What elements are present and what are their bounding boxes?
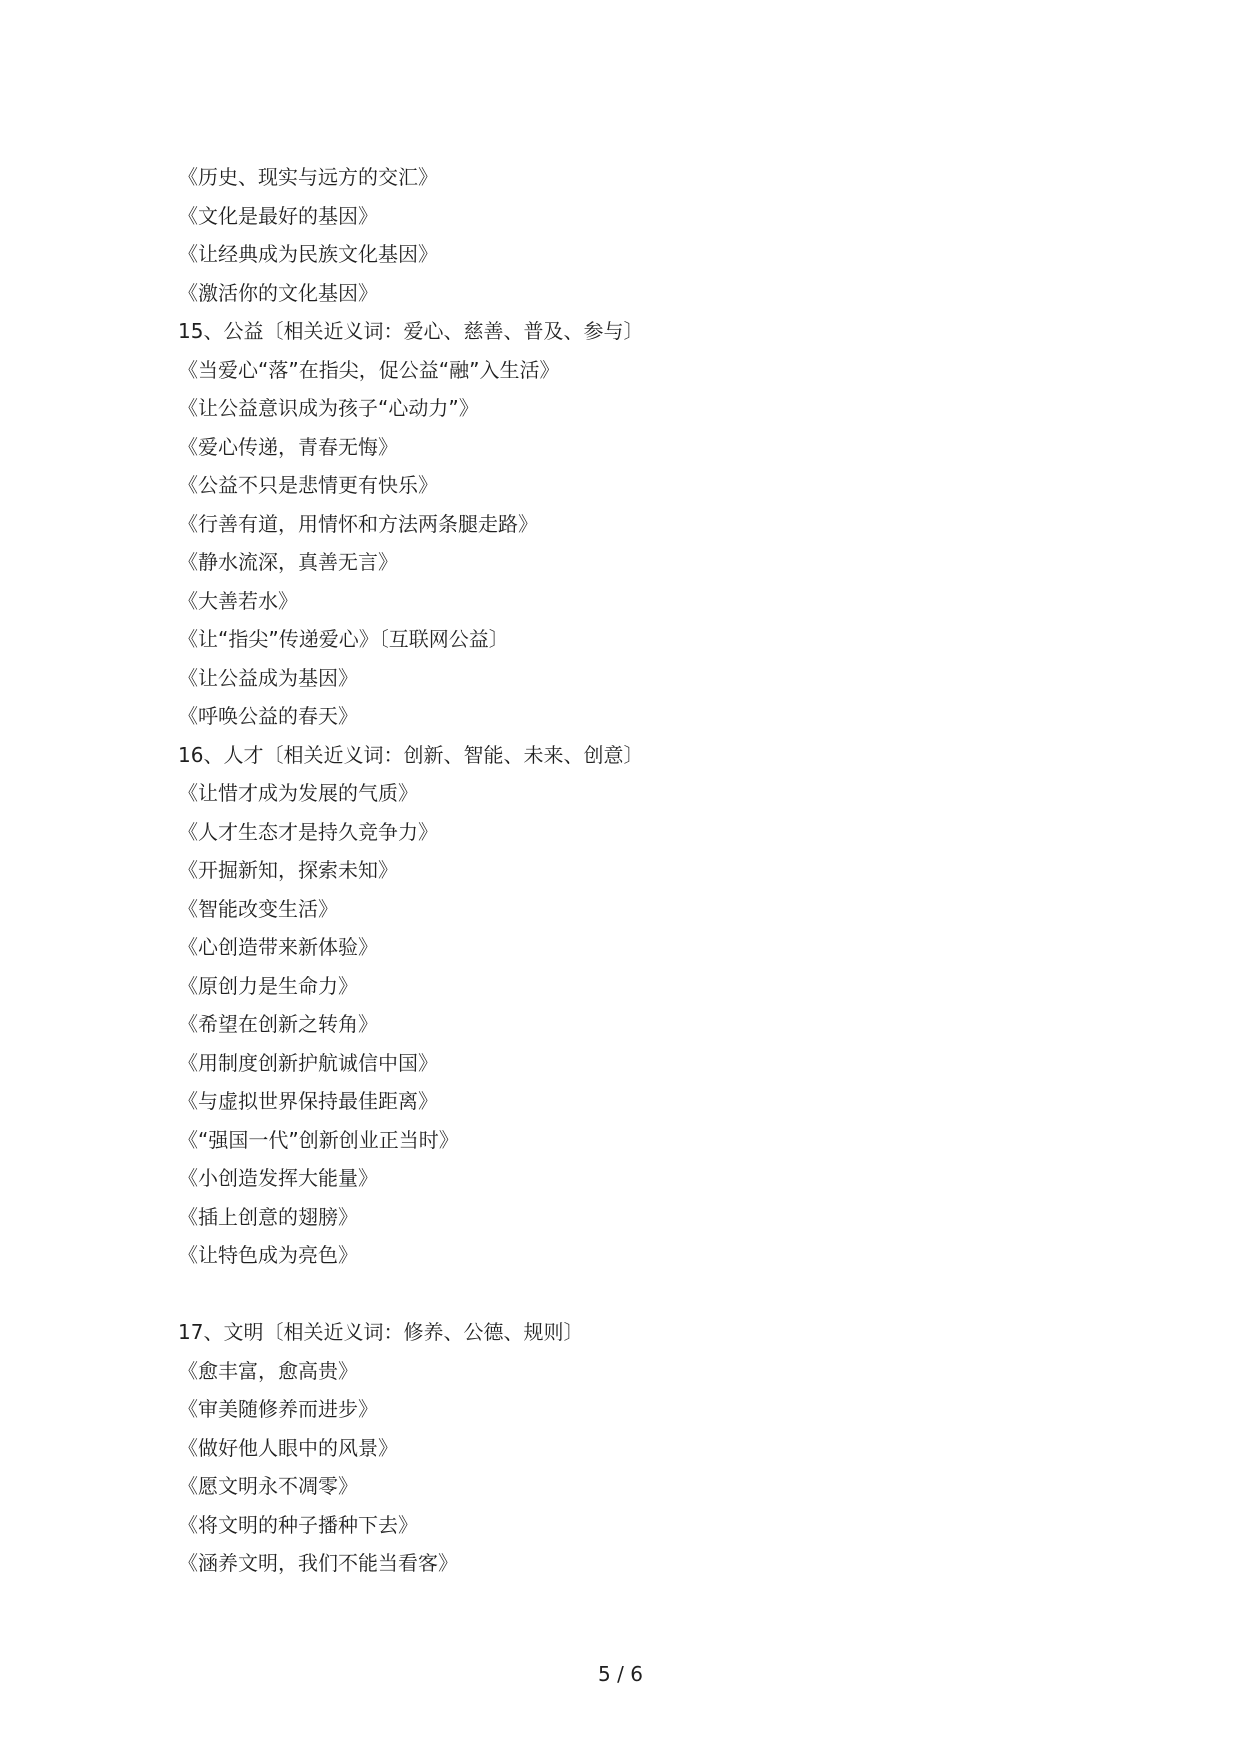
essay-title-item: 《人才生态才是持久竞争力》: [178, 819, 438, 844]
essay-title-item: 《公益不只是悲情更有快乐》: [178, 473, 438, 497]
essay-title-item: 《与虚拟世界保持最佳距离》: [178, 1089, 438, 1113]
essay-title-item: 《文化是最好的基因》: [178, 203, 378, 228]
essay-title-item: 《让“指尖”传递爱心》〔互联网公益〕: [178, 627, 509, 651]
essay-title-item: 《希望在创新之转角》: [178, 1012, 378, 1036]
essay-title-item: 《做好他人眼中的风景》: [178, 1435, 398, 1460]
essay-title-item: 《插上创意的翅膀》: [178, 1204, 358, 1229]
essay-title-item: 《让惜才成为发展的气质》: [178, 781, 418, 805]
essay-title-item: 《“强国一代”创新创业正当时》: [178, 1127, 459, 1152]
essay-title-item: 《小创造发挥大能量》: [178, 1166, 378, 1190]
blank-line: [178, 1275, 1078, 1314]
essay-title-item: 《让特色成为亮色》: [178, 1243, 358, 1267]
section-heading: 16、人才〔相关近义词：创新、智能、未来、创意〕: [178, 742, 644, 767]
section-heading: 17、文明〔相关近义词：修养、公德、规则〕: [178, 1320, 584, 1344]
essay-title-item: 《激活你的文化基因》: [178, 280, 378, 305]
essay-title-item: 《爱心传递，青春无悔》: [178, 434, 398, 459]
page-number: 5 / 6: [598, 1662, 643, 1686]
essay-title-item: 《呼唤公益的春天》: [178, 704, 358, 728]
essay-title-item: 《愿文明永不凋零》: [178, 1474, 358, 1498]
essay-title-item: 《原创力是生命力》: [178, 973, 358, 998]
essay-title-item: 《心创造带来新体验》: [178, 935, 378, 959]
essay-title-item: 《将文明的种子播种下去》: [178, 1512, 418, 1537]
essay-title-item: 《涵养文明，我们不能当看客》: [178, 1551, 458, 1575]
section-heading: 15、公益〔相关近义词：爱心、慈善、普及、参与〕: [178, 319, 644, 343]
essay-title-item: 《让经典成为民族文化基因》: [178, 242, 438, 266]
essay-title-item: 《静水流深，真善无言》: [178, 550, 398, 574]
essay-title-item: 《审美随修养而进步》: [178, 1397, 378, 1421]
essay-title-item: 《让公益意识成为孩子“心动力”》: [178, 396, 479, 420]
essay-title-item: 《大善若水》: [178, 588, 298, 613]
essay-title-item: 《开掘新知，探索未知》: [178, 858, 398, 882]
essay-title-item: 《历史、现实与远方的交汇》: [178, 165, 438, 189]
essay-title-item: 《愈丰富，愈高贵》: [178, 1358, 358, 1383]
essay-title-item: 《当爱心“落”在指尖，促公益“融”入生活》: [178, 357, 560, 382]
document-body: [178, 158, 1078, 1583]
essay-title-item: 《用制度创新护航诚信中国》: [178, 1050, 438, 1075]
essay-title-item: 《智能改变生活》: [178, 896, 338, 921]
essay-title-item: 《让公益成为基因》: [178, 665, 358, 690]
essay-title-item: 《行善有道，用情怀和方法两条腿走路》: [178, 511, 538, 536]
